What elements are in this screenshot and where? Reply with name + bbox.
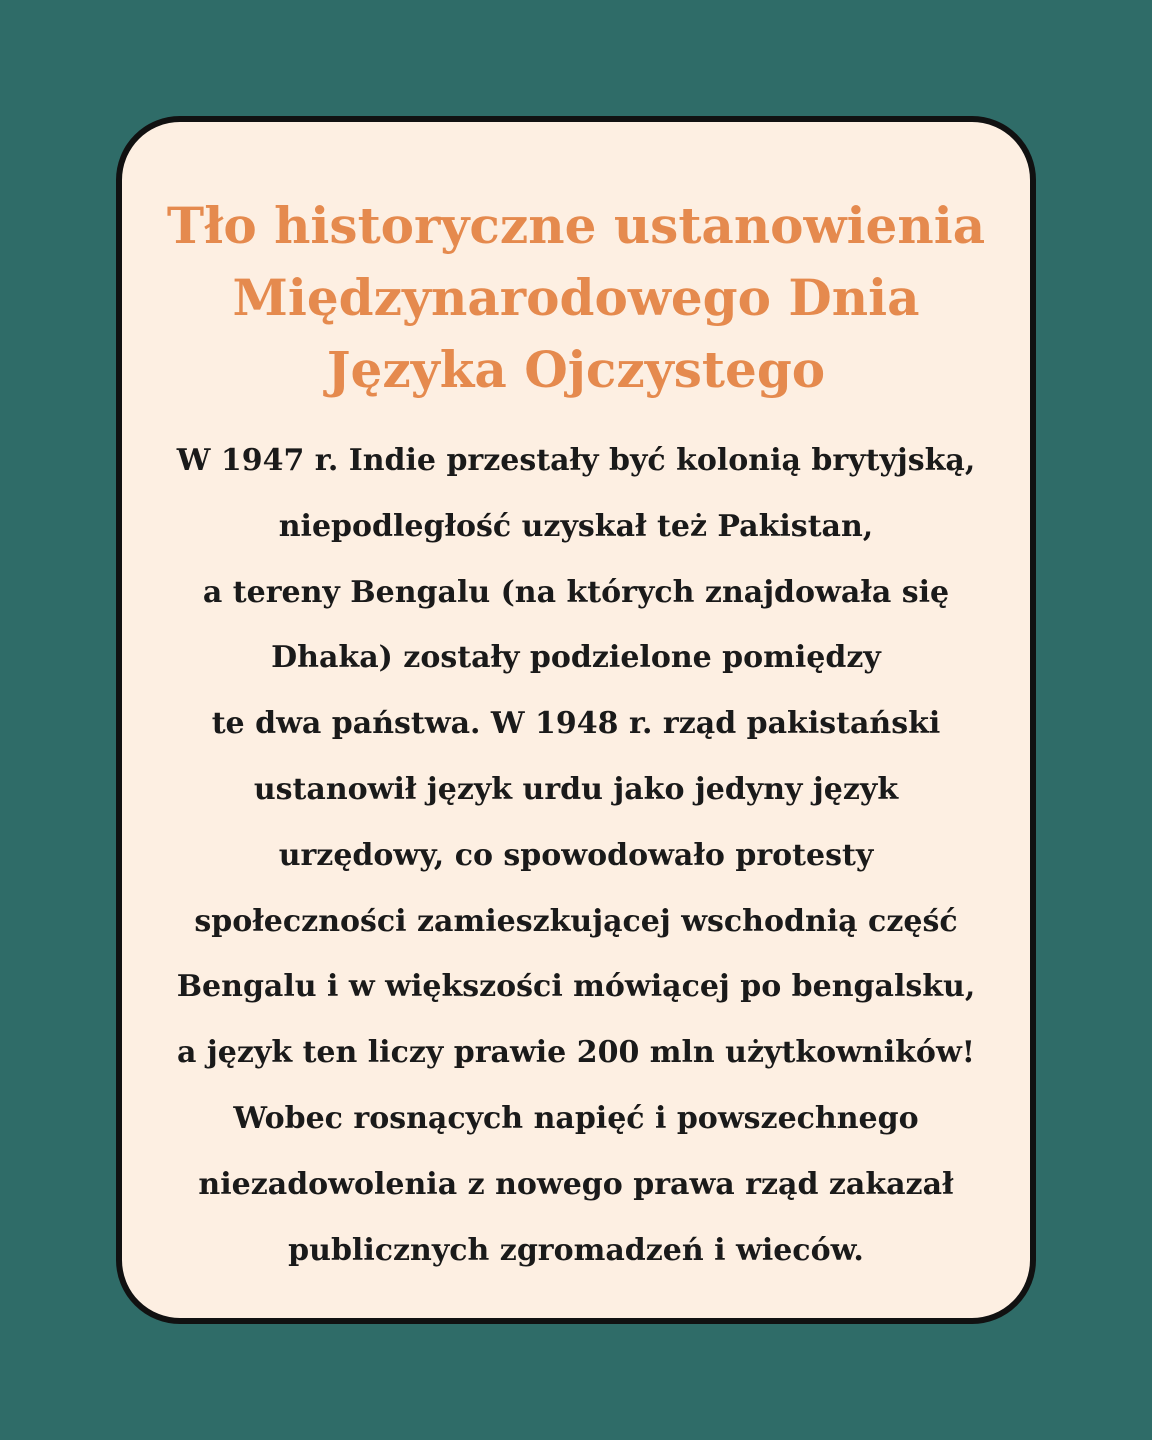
body-line-3: a tereny Bengalu (na których znajdowała się	[202, 574, 950, 610]
body-line-9: Bengalu i w większości mówiącej po bengalsku,	[176, 969, 976, 1005]
card-title	[122, 190, 1030, 406]
body-line-7: urzędowy, co spowodowało protesty	[278, 837, 874, 873]
card-body-text	[122, 428, 1030, 1283]
body-line-8: społeczności zamieszkującej wschodnią część	[194, 903, 958, 939]
body-line-6: ustanowił język urdu jako jedyny język	[253, 771, 899, 807]
body-line-10: a język ten liczy prawie 200 mln użytkowników!	[177, 1035, 975, 1071]
body-line-1: W 1947 r. Indie przestały być kolonią brytyjską,	[176, 443, 976, 478]
title-line-1: Tło historyczne ustanowienia	[166, 196, 986, 255]
body-line-4: Dhaka) zostały podzielone pomiędzy	[271, 640, 881, 676]
body-line-5: te dwa państwa. W 1948 r. rząd pakistański	[211, 706, 941, 742]
body-line-12: niezadowolenia z nowego prawa rząd zakazał	[198, 1166, 954, 1202]
body-line-11: Wobec rosnących napięć i powszechnego	[233, 1100, 919, 1136]
info-card	[116, 116, 1036, 1324]
title-line-2: Międzynarodowego Dnia	[232, 268, 920, 327]
body-line-13: publicznych zgromadzeń i wieców.	[288, 1232, 864, 1268]
body-line-2: niepodległość uzyskał też Pakistan,	[278, 508, 874, 544]
title-line-3: Języka Ojczystego	[326, 340, 826, 399]
